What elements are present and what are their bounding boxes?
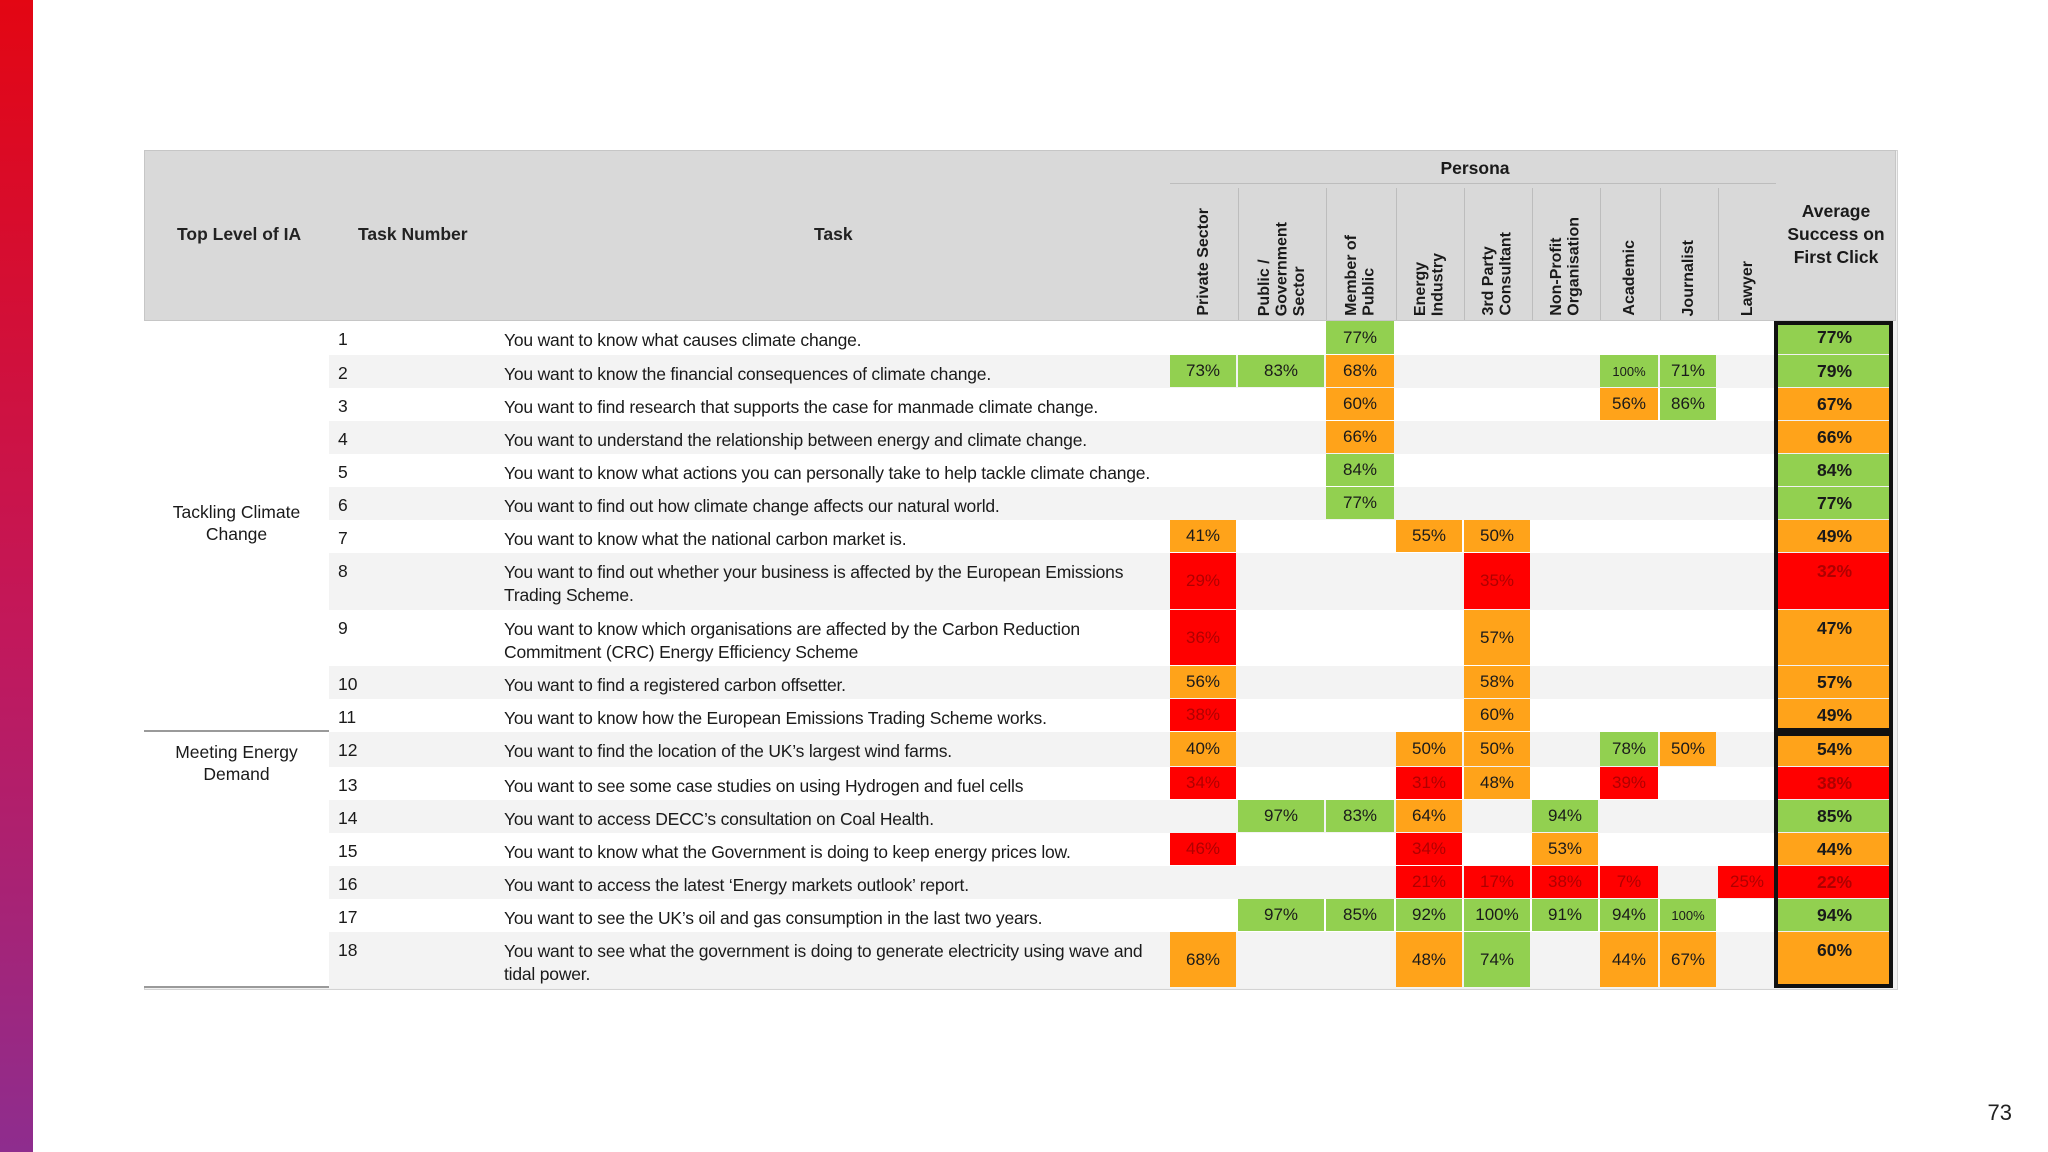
average-cell: 49% (1778, 699, 1891, 731)
persona-result-cell: 60% (1464, 699, 1530, 731)
persona-header (1718, 188, 1778, 316)
average-cell: 38% (1778, 767, 1891, 799)
persona-result-cell: 50% (1464, 520, 1530, 552)
task-number: 13 (338, 775, 358, 795)
persona-result-cell: 86% (1660, 388, 1716, 420)
group-divider (144, 986, 329, 988)
persona-header (1532, 188, 1600, 316)
persona-result-cell: 53% (1532, 833, 1598, 865)
persona-result-cell: 39% (1600, 767, 1658, 799)
persona-result-cell: 44% (1600, 932, 1658, 987)
persona-header-label: 3rd Party Consultant (1480, 232, 1515, 316)
task-text: You want to know which organisations are affected by the Carbon Reduction Commitment (CRC) Energy Efficiency Scheme (504, 619, 1080, 662)
persona-result-cell: 35% (1464, 553, 1530, 609)
persona-header-label: Non-Profit Organisation (1548, 217, 1583, 316)
persona-result-cell: 58% (1464, 666, 1530, 698)
persona-result-cell: 21% (1396, 866, 1462, 898)
task-number: 6 (338, 495, 348, 515)
task-number: 12 (338, 740, 358, 760)
persona-result-cell: 84% (1326, 454, 1394, 486)
average-cell: 84% (1778, 454, 1891, 486)
task-text: You want to find research that supports the case for manmade climate change. (504, 397, 1099, 417)
task-text: You want to find out how climate change affects our natural world. (504, 496, 1000, 516)
task-number: 7 (338, 528, 348, 548)
persona-result-cell: 57% (1464, 610, 1530, 665)
task-text: You want to access the latest ‘Energy markets outlook’ report. (504, 875, 969, 895)
persona-result-cell: 85% (1326, 899, 1394, 931)
persona-result-cell: 94% (1532, 800, 1598, 832)
persona-result-cell: 67% (1660, 932, 1716, 987)
average-cell: 57% (1778, 666, 1891, 698)
persona-result-cell: 97% (1238, 899, 1324, 931)
persona-result-cell: 68% (1326, 355, 1394, 387)
persona-result-cell: 60% (1326, 388, 1394, 420)
average-cell: 32% (1778, 553, 1891, 609)
persona-header-label: Public / Government Sector (1255, 221, 1308, 316)
persona-result-cell: 100% (1464, 899, 1530, 931)
persona-result-cell: 77% (1326, 487, 1394, 519)
average-group-box (1774, 732, 1893, 988)
persona-result-cell: 56% (1170, 666, 1236, 698)
task-text: You want to know the financial consequences of climate change. (504, 364, 991, 384)
average-cell: 77% (1778, 321, 1891, 354)
task-number: 5 (338, 462, 348, 482)
persona-result-cell: 50% (1660, 732, 1716, 766)
persona-result-cell: 92% (1396, 899, 1462, 931)
persona-result-cell: 46% (1170, 833, 1236, 865)
task-number: 17 (338, 907, 358, 927)
persona-result-cell: 100% (1600, 355, 1658, 387)
persona-result-cell: 7% (1600, 866, 1658, 898)
average-cell: 79% (1778, 355, 1891, 387)
persona-result-cell: 91% (1532, 899, 1598, 931)
average-cell: 44% (1778, 833, 1891, 865)
task-text: You want to find the location of the UK’s largest wind farms. (504, 741, 952, 761)
persona-result-cell: 64% (1396, 800, 1462, 832)
persona-header (1238, 188, 1326, 316)
header-task-number: Task Number (358, 224, 468, 244)
persona-result-cell: 48% (1396, 932, 1462, 987)
header-top-level: Top Level of IA (177, 224, 302, 244)
average-group-box (1774, 321, 1893, 732)
average-cell: 67% (1778, 388, 1891, 420)
persona-result-cell: 68% (1170, 932, 1236, 987)
average-cell: 54% (1778, 732, 1891, 766)
task-number: 10 (338, 674, 358, 694)
persona-result-cell: 55% (1396, 520, 1462, 552)
task-number: 18 (338, 940, 358, 960)
persona-result-cell: 40% (1170, 732, 1236, 766)
task-text: You want to see what the government is doing to generate electricity using wave and tidal power. (504, 941, 1143, 984)
task-text: You want to know what causes climate change. (504, 330, 862, 350)
persona-result-cell: 66% (1326, 421, 1394, 453)
task-number: 16 (338, 874, 358, 894)
persona-result-cell: 38% (1532, 866, 1598, 898)
persona-result-cell: 36% (1170, 610, 1236, 665)
persona-result-cell: 17% (1464, 866, 1530, 898)
average-cell: 47% (1778, 610, 1891, 665)
average-cell: 60% (1778, 932, 1891, 987)
persona-result-cell: 31% (1396, 767, 1462, 799)
average-cell: 77% (1778, 487, 1891, 519)
persona-result-cell: 74% (1464, 932, 1530, 987)
task-text: You want to understand the relationship between energy and climate change. (504, 430, 1087, 450)
persona-result-cell: 38% (1170, 699, 1236, 731)
task-number: 8 (338, 561, 348, 581)
persona-header (1326, 188, 1396, 316)
persona-header (1396, 188, 1464, 316)
persona-header-label: Energy Industry (1412, 252, 1447, 316)
persona-header (1660, 188, 1718, 316)
persona-header-label: Academic (1621, 240, 1639, 316)
persona-result-cell: 34% (1396, 833, 1462, 865)
persona-header-label: Member of Public (1343, 235, 1378, 316)
task-text: You want to know what actions you can personally take to help tackle climate change. (504, 463, 1151, 483)
header-average: Average Success on First Click (1787, 201, 1885, 267)
persona-header-label: Lawyer (1739, 260, 1757, 316)
persona-result-cell: 94% (1600, 899, 1658, 931)
task-number: 15 (338, 841, 358, 861)
task-number: 11 (338, 707, 357, 727)
persona-result-cell: 83% (1326, 800, 1394, 832)
persona-result-cell: 56% (1600, 388, 1658, 420)
persona-result-cell: 100% (1660, 899, 1716, 931)
persona-result-cell: 48% (1464, 767, 1530, 799)
task-number: 4 (338, 429, 348, 449)
persona-header (1170, 188, 1238, 316)
persona-header (1464, 188, 1532, 316)
persona-result-cell: 29% (1170, 553, 1236, 609)
task-number: 2 (338, 363, 348, 383)
task-text: You want to see the UK’s oil and gas consumption in the last two years. (504, 908, 1043, 928)
persona-result-cell: 50% (1464, 732, 1530, 766)
task-text: You want to see some case studies on using Hydrogen and fuel cells (504, 776, 1024, 796)
persona-result-cell: 83% (1238, 355, 1324, 387)
task-text: You want to find out whether your business is affected by the European Emissions Trading Scheme. (504, 562, 1124, 605)
persona-result-cell: 34% (1170, 767, 1236, 799)
task-number: 14 (338, 808, 358, 828)
average-cell: 22% (1778, 866, 1891, 898)
persona-result-cell: 78% (1600, 732, 1658, 766)
persona-result-cell: 77% (1326, 321, 1394, 354)
persona-result-cell: 97% (1238, 800, 1324, 832)
task-text: You want to access DECC’s consultation on Coal Health. (504, 809, 934, 829)
average-cell: 66% (1778, 421, 1891, 453)
persona-result-cell: 71% (1660, 355, 1716, 387)
persona-result-cell: 25% (1718, 866, 1776, 898)
group-label: Tackling Climate Change (172, 502, 301, 544)
page-number: 73 (1987, 1100, 2012, 1125)
persona-result-cell: 73% (1170, 355, 1236, 387)
accent-bar (0, 0, 33, 1152)
persona-header (1600, 188, 1660, 316)
persona-header-label: Private Sector (1195, 208, 1213, 316)
persona-header-label: Journalist (1680, 239, 1698, 316)
average-cell: 49% (1778, 520, 1891, 552)
average-cell: 85% (1778, 800, 1891, 832)
persona-result-cell: 41% (1170, 520, 1236, 552)
task-text: You want to know what the national carbon market is. (504, 529, 907, 549)
task-text: You want to find a registered carbon offsetter. (504, 675, 846, 695)
persona-divider (1170, 183, 1776, 184)
task-text: You want to know how the European Emissions Trading Scheme works. (504, 708, 1047, 728)
task-number: 1 (338, 329, 348, 349)
task-text: You want to know what the Government is doing to keep energy prices low. (504, 842, 1071, 862)
persona-result-cell: 50% (1396, 732, 1462, 766)
header-task: Task (814, 224, 853, 244)
group-label: Meeting Energy Demand (175, 742, 298, 784)
header-persona: Persona (1440, 158, 1510, 178)
task-number: 9 (338, 618, 348, 638)
average-cell: 94% (1778, 899, 1891, 931)
task-number: 3 (338, 396, 348, 416)
